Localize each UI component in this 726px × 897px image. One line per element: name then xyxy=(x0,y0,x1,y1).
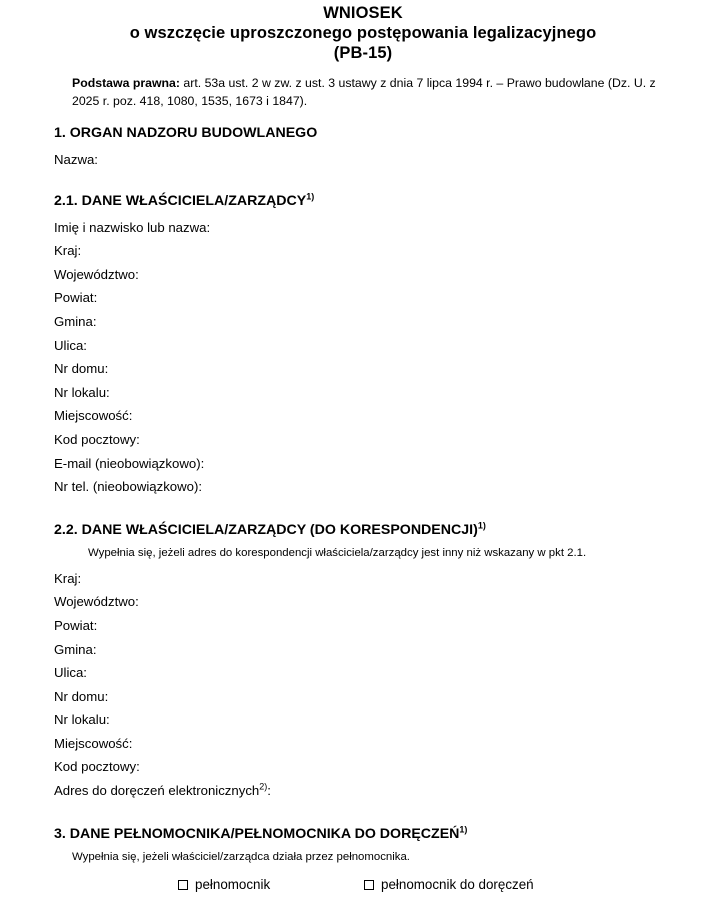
section-heading-2-2 xyxy=(54,521,726,539)
field-kod-pocztowy-2-1 xyxy=(54,428,726,452)
title-line-1: WNIOSEK xyxy=(323,4,403,22)
field-powiat-2-1 xyxy=(54,286,726,310)
field-label: Województwo: xyxy=(54,266,139,282)
field-label: Kod pocztowy: xyxy=(54,431,140,447)
field-powiat-2-2 xyxy=(54,614,726,638)
field-label: Ulica: xyxy=(54,665,87,681)
field-nr-lokalu-2-1 xyxy=(54,381,726,405)
footnote-ref-1: 1) xyxy=(477,519,486,530)
field-label: Miejscowość: xyxy=(54,735,133,751)
field-label: Kraj: xyxy=(54,243,82,259)
field-kraj-2-1 xyxy=(54,239,726,263)
field-email-2-1 xyxy=(54,452,726,476)
field-label: Gmina: xyxy=(54,313,97,329)
field-nr-domu-2-2 xyxy=(54,685,726,709)
document-title-block xyxy=(0,0,726,63)
field-label: E-mail (nieobowiązkowo): xyxy=(54,455,205,471)
field-label: Województwo: xyxy=(54,594,139,610)
footnote-ref-2: 2) xyxy=(259,781,268,792)
section-heading-2-1 xyxy=(54,192,726,210)
field-nr-domu-2-1 xyxy=(54,357,726,381)
field-label: Nr lokalu: xyxy=(54,384,110,400)
section-heading-2-1-text: 2.1. DANE WŁAŚCICIELA/ZARZĄDCY xyxy=(54,192,307,209)
field-label: Nr tel. (nieobowiązkowo): xyxy=(54,479,203,495)
checkbox-icon[interactable] xyxy=(364,880,374,890)
field-label: Miejscowość: xyxy=(54,408,133,424)
checkbox-option-pelnomocnik-do-doreczen[interactable] xyxy=(364,875,534,895)
field-nr-tel-2-1 xyxy=(54,475,726,499)
section-3-note: Wypełnia się, jeżeli właściciel/zarządca działa przez pełnomocnika. xyxy=(72,850,410,863)
section-heading-3 xyxy=(54,825,726,843)
title-line-3: (PB-15) xyxy=(333,44,393,62)
field-gmina-2-1 xyxy=(54,310,726,334)
field-ulica-2-1 xyxy=(54,334,726,358)
field-label: Kraj: xyxy=(54,570,82,586)
legal-basis-paragraph xyxy=(72,75,664,110)
section-2-2-note: Wypełnia się, jeżeli adres do korespondencji właściciela/zarządcy jest inny niż wskazany w pkt 2.1. xyxy=(88,546,587,559)
footnote-ref-1: 1) xyxy=(306,190,315,201)
checkbox-label: pełnomocnik xyxy=(195,876,271,892)
field-label: Ulica: xyxy=(54,337,87,353)
field-adres-doreczen-elektronicznych xyxy=(54,779,726,803)
checkbox-label: pełnomocnik do doręczeń xyxy=(381,876,534,892)
field-gmina-2-2 xyxy=(54,638,726,662)
field-label-colon: : xyxy=(267,783,271,799)
field-kraj-2-2 xyxy=(54,567,726,591)
field-label: Powiat: xyxy=(54,290,98,306)
section-heading-2-2-text: 2.2. DANE WŁAŚCICIELA/ZARZĄDCY (DO KORESPONDENCJI) xyxy=(54,521,478,538)
field-miejscowosc-2-1 xyxy=(54,404,726,428)
legal-basis-label: Podstawa prawna: xyxy=(72,76,180,90)
section-heading-3-text: 3. DANE PEŁNOMOCNIKA/PEŁNOMOCNIKA DO DORĘCZEŃ xyxy=(54,825,460,842)
field-organ-nazwa xyxy=(54,148,726,172)
field-label: Nr lokalu: xyxy=(54,712,110,728)
checkbox-option-pelnomocnik[interactable] xyxy=(178,875,270,895)
field-imie-nazwisko xyxy=(54,216,726,240)
field-label: Nr domu: xyxy=(54,688,109,704)
checkbox-icon[interactable] xyxy=(178,880,188,890)
field-nr-lokalu-2-2 xyxy=(54,708,726,732)
field-miejscowosc-2-2 xyxy=(54,732,726,756)
field-wojewodztwo-2-1 xyxy=(54,263,726,287)
field-label: Kod pocztowy: xyxy=(54,759,140,775)
field-label: Powiat: xyxy=(54,617,98,633)
pelnomocnik-options xyxy=(54,875,726,897)
footnote-ref-1: 1) xyxy=(459,823,468,834)
field-kod-pocztowy-2-2 xyxy=(54,755,726,779)
section-heading-1: 1. ORGAN NADZORU BUDOWLANEGO xyxy=(54,125,318,141)
field-label: Nr domu: xyxy=(54,361,109,377)
title-line-2: o wszczęcie uproszczonego postępowania legalizacyjnego xyxy=(129,24,597,42)
field-wojewodztwo-2-2 xyxy=(54,590,726,614)
field-ulica-2-2 xyxy=(54,661,726,685)
field-label: Nazwa: xyxy=(54,152,98,167)
field-label: Imię i nazwisko lub nazwa: xyxy=(54,219,211,235)
legal-basis-text: art. 53a ust. 2 w zw. z ust. 3 ustawy z dnia 7 lipca 1994 r. – Prawo budowlane (Dz. U. z 2025 r. poz. 418, 1080, 1535, 1673 i 1847). xyxy=(72,76,656,108)
field-label: Adres do doręczeń elektronicznych xyxy=(54,783,260,799)
field-label: Gmina: xyxy=(54,641,97,657)
